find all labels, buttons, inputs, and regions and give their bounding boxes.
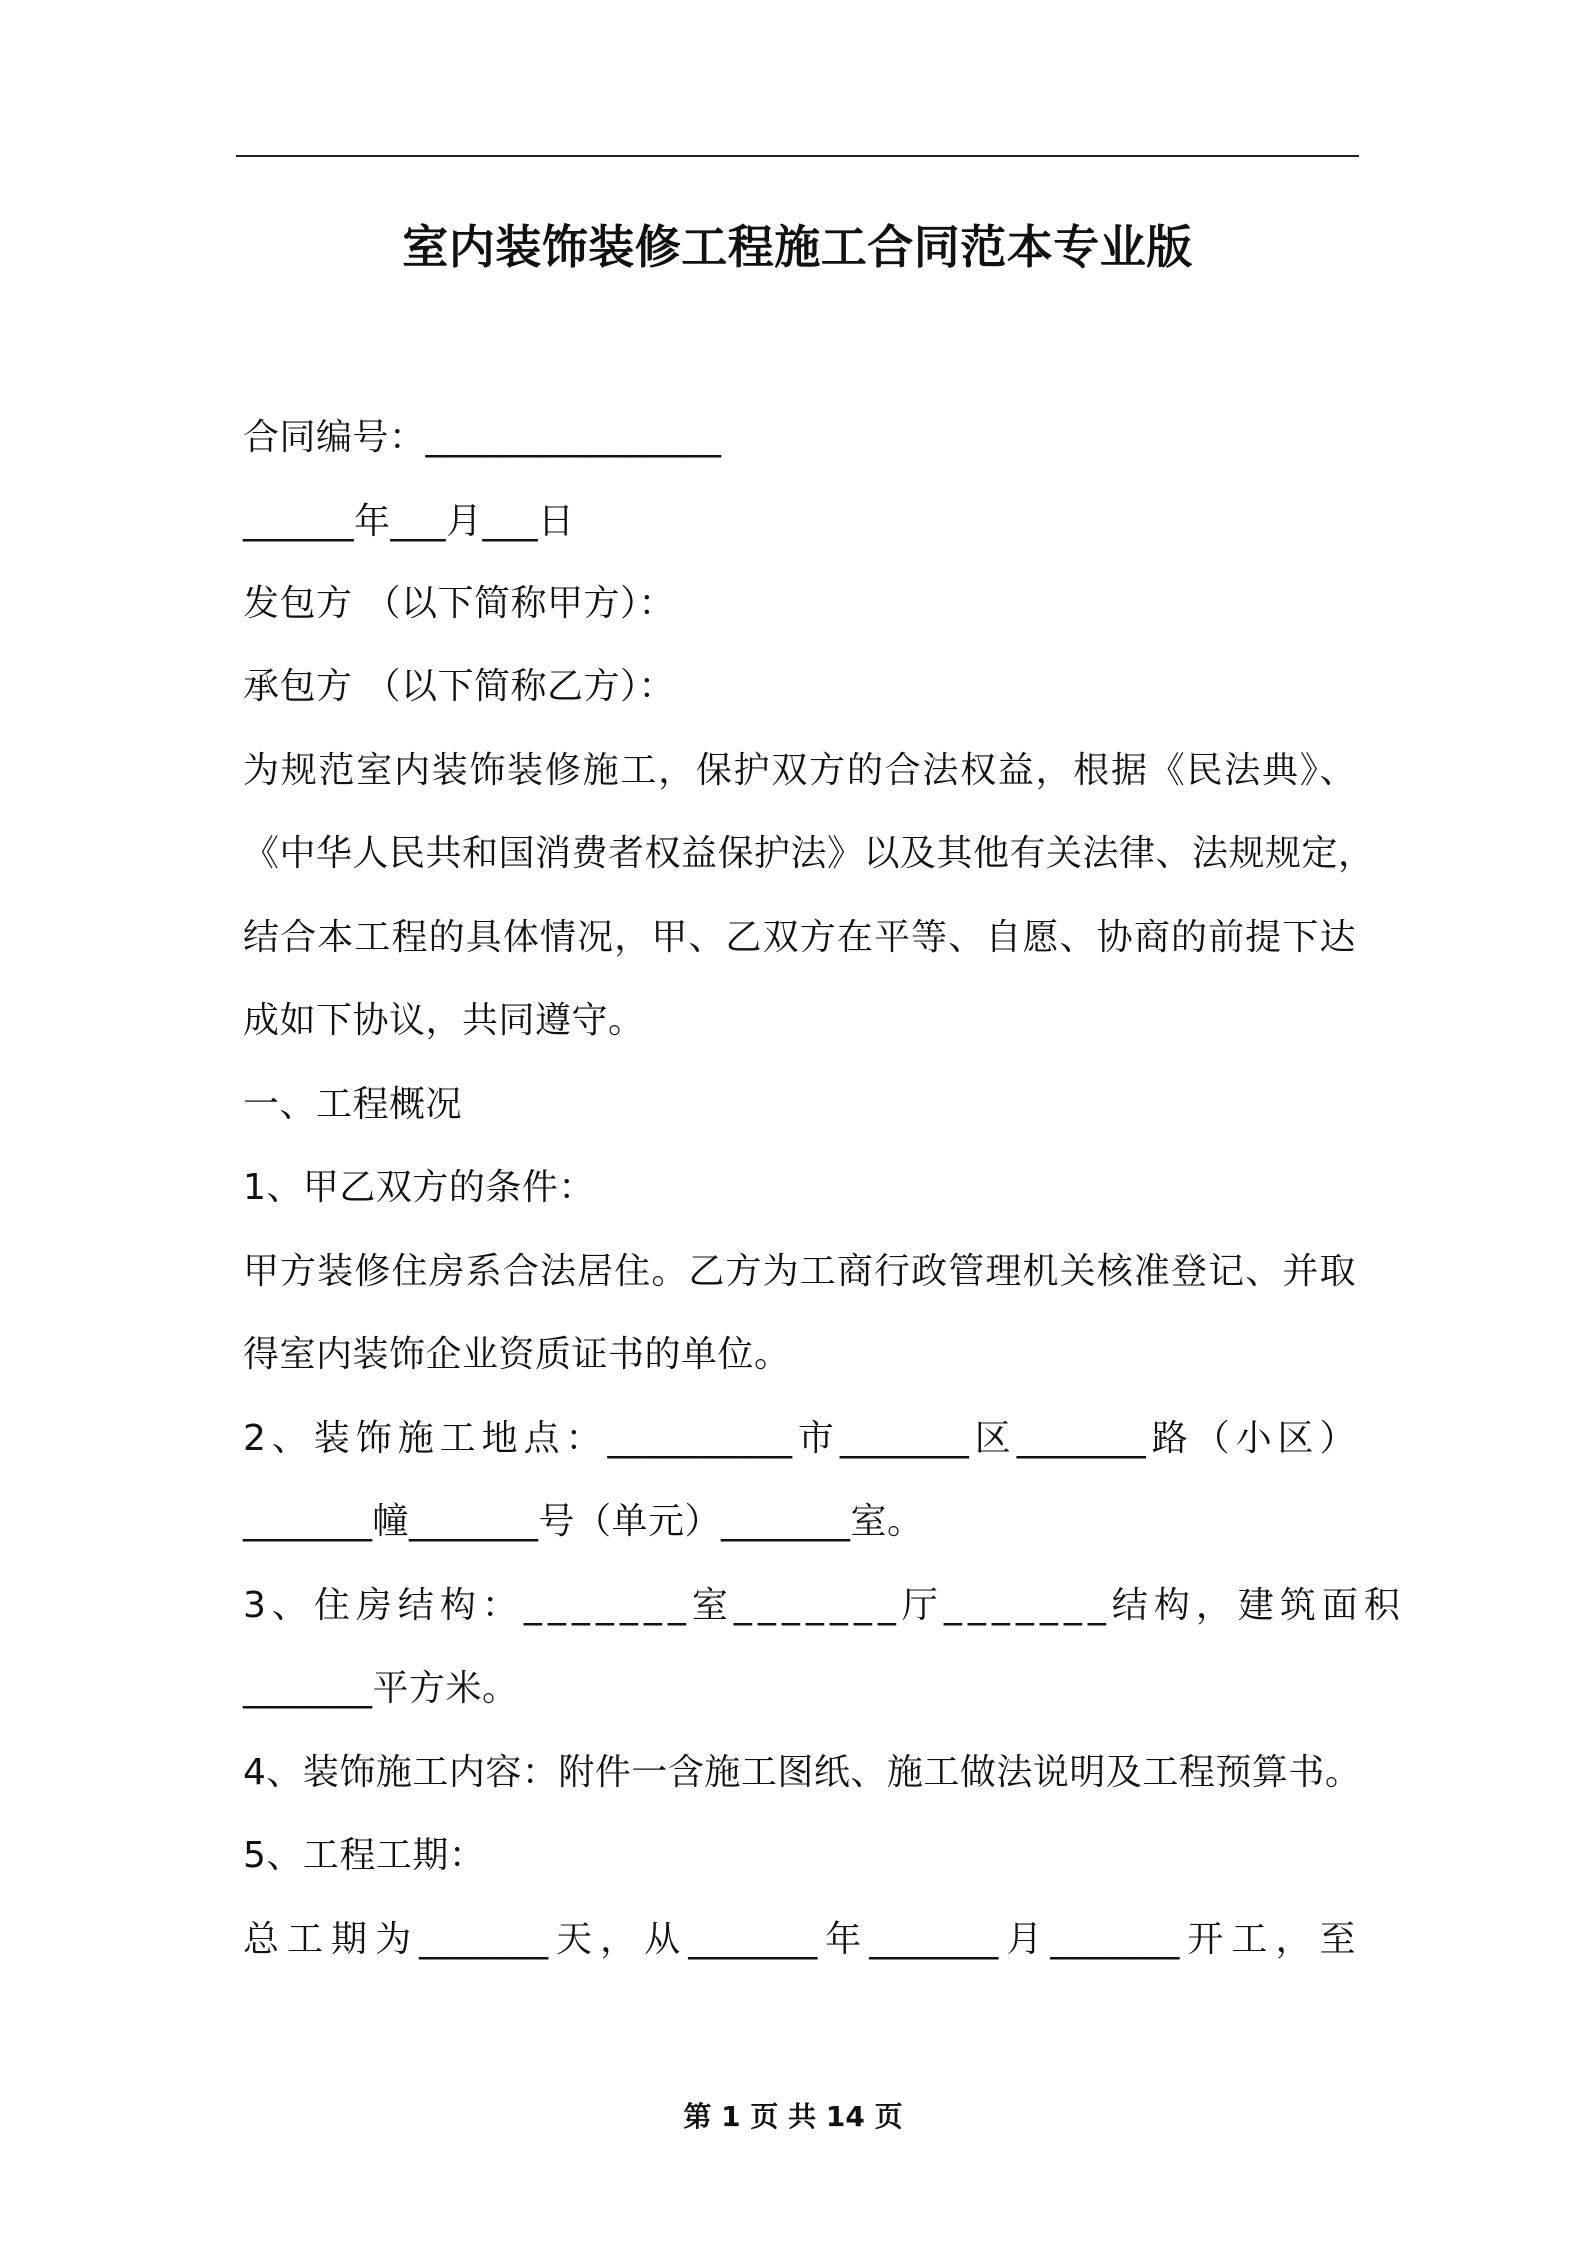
clause-1-text-line-2: 得室内装饰企业资质证书的单位。 [243, 1334, 791, 1375]
clause-3-line-2: _______平方米。 [243, 1668, 519, 1709]
clause-1-text-line-1: 甲方装修住房系合法居住。乙方为工商行政管理机关核准登记、并取 [243, 1251, 1356, 1292]
clause-5-heading: 5、工程工期： [243, 1835, 486, 1876]
document-title: 室内装饰装修工程施工合同范本专业版 [402, 220, 1193, 274]
page-number-footer: 第 1 页 共 14 页 [683, 2100, 903, 2133]
preamble-line-4: 成如下协议，共同遵守。 [243, 1000, 645, 1041]
section-heading: 一、工程概况 [243, 1084, 463, 1125]
party-b-line: 承包方 （以下简称乙方）： [243, 666, 675, 707]
clause-2-line-2: _______幢_______号（单元）_______室。 [243, 1501, 924, 1542]
date-line: ______年___月___日 [243, 501, 575, 542]
preamble-line-3: 结合本工程的具体情况，甲、乙双方在平等、自愿、协商的前提下达 [243, 917, 1356, 958]
preamble-line-1: 为规范室内装饰装修施工，保护双方的合法权益，根据《民法典》、 [243, 750, 1356, 791]
contract-number-line: 合同编号：________________ [243, 417, 722, 458]
header-rule [236, 155, 1359, 157]
clause-1-heading: 1、甲乙双方的条件： [243, 1167, 595, 1208]
clause-4-line: 4、装饰施工内容：附件一含施工图纸、施工做法说明及工程预算书。 [243, 1752, 1362, 1793]
clause-2-line-1: 2、装饰施工地点：__________市_______区_______路（小区） [243, 1418, 1356, 1459]
party-a-line: 发包方 （以下简称甲方）： [243, 583, 675, 624]
preamble-line-2: 《中华人民共和国消费者权益保护法》以及其他有关法律、法规规定， [243, 833, 1375, 874]
clause-3-line-1: 3、住房结构：_______室_______厅_______结构，建筑面积 [243, 1585, 1406, 1626]
clause-5-line-1: 总工期为_______天，从_______年_______月_______开工，至 [243, 1919, 1356, 1960]
